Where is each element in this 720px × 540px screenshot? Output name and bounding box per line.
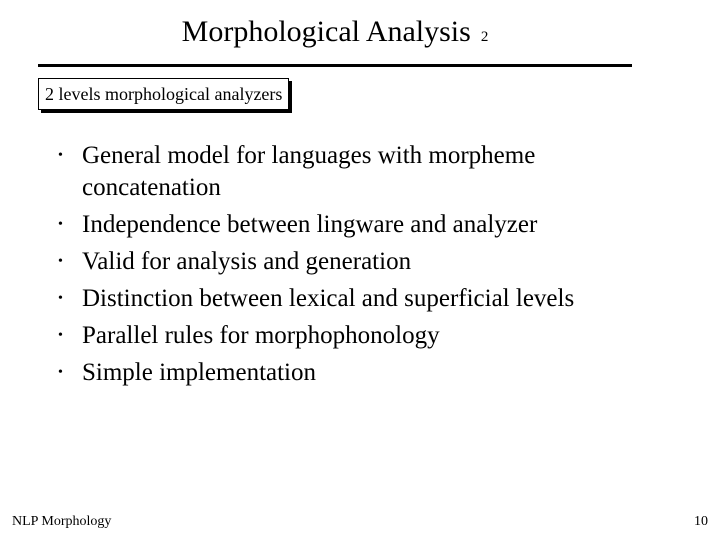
section-label-box: 2 levels morphological analyzers (38, 78, 289, 110)
bullet-icon: • (58, 148, 63, 163)
bullet-item (0, 140, 602, 204)
title-underline (38, 64, 632, 67)
bullet-text: Distinction between lexical and superficial levels (82, 285, 575, 312)
bullet-item (0, 283, 582, 315)
bullet-list (0, 140, 720, 394)
bullet-item (0, 246, 642, 278)
bullet-item (0, 320, 642, 352)
bullet-item (0, 357, 642, 389)
slide-title (0, 14, 670, 55)
bullet-text: Independence between lingware and analyzer (82, 211, 538, 238)
bullet-icon: • (58, 328, 63, 343)
bullet-icon: • (58, 254, 63, 269)
bullet-item (0, 209, 642, 241)
slide-title-number: 2 (480, 29, 489, 45)
bullet-text: Parallel rules for morphophonology (82, 322, 440, 349)
bullet-text: General model for languages with morpheme concatenation (82, 142, 536, 201)
bullet-text: Simple implementation (82, 359, 316, 386)
page-number: 10 (694, 514, 708, 529)
footer-label: NLP Morphology (12, 514, 112, 529)
bullet-icon: • (58, 217, 63, 232)
bullet-icon: • (58, 291, 63, 306)
slide-title-text: Morphological Analysis (181, 15, 471, 48)
bullet-text: Valid for analysis and generation (82, 248, 412, 275)
bullet-icon: • (58, 365, 63, 380)
